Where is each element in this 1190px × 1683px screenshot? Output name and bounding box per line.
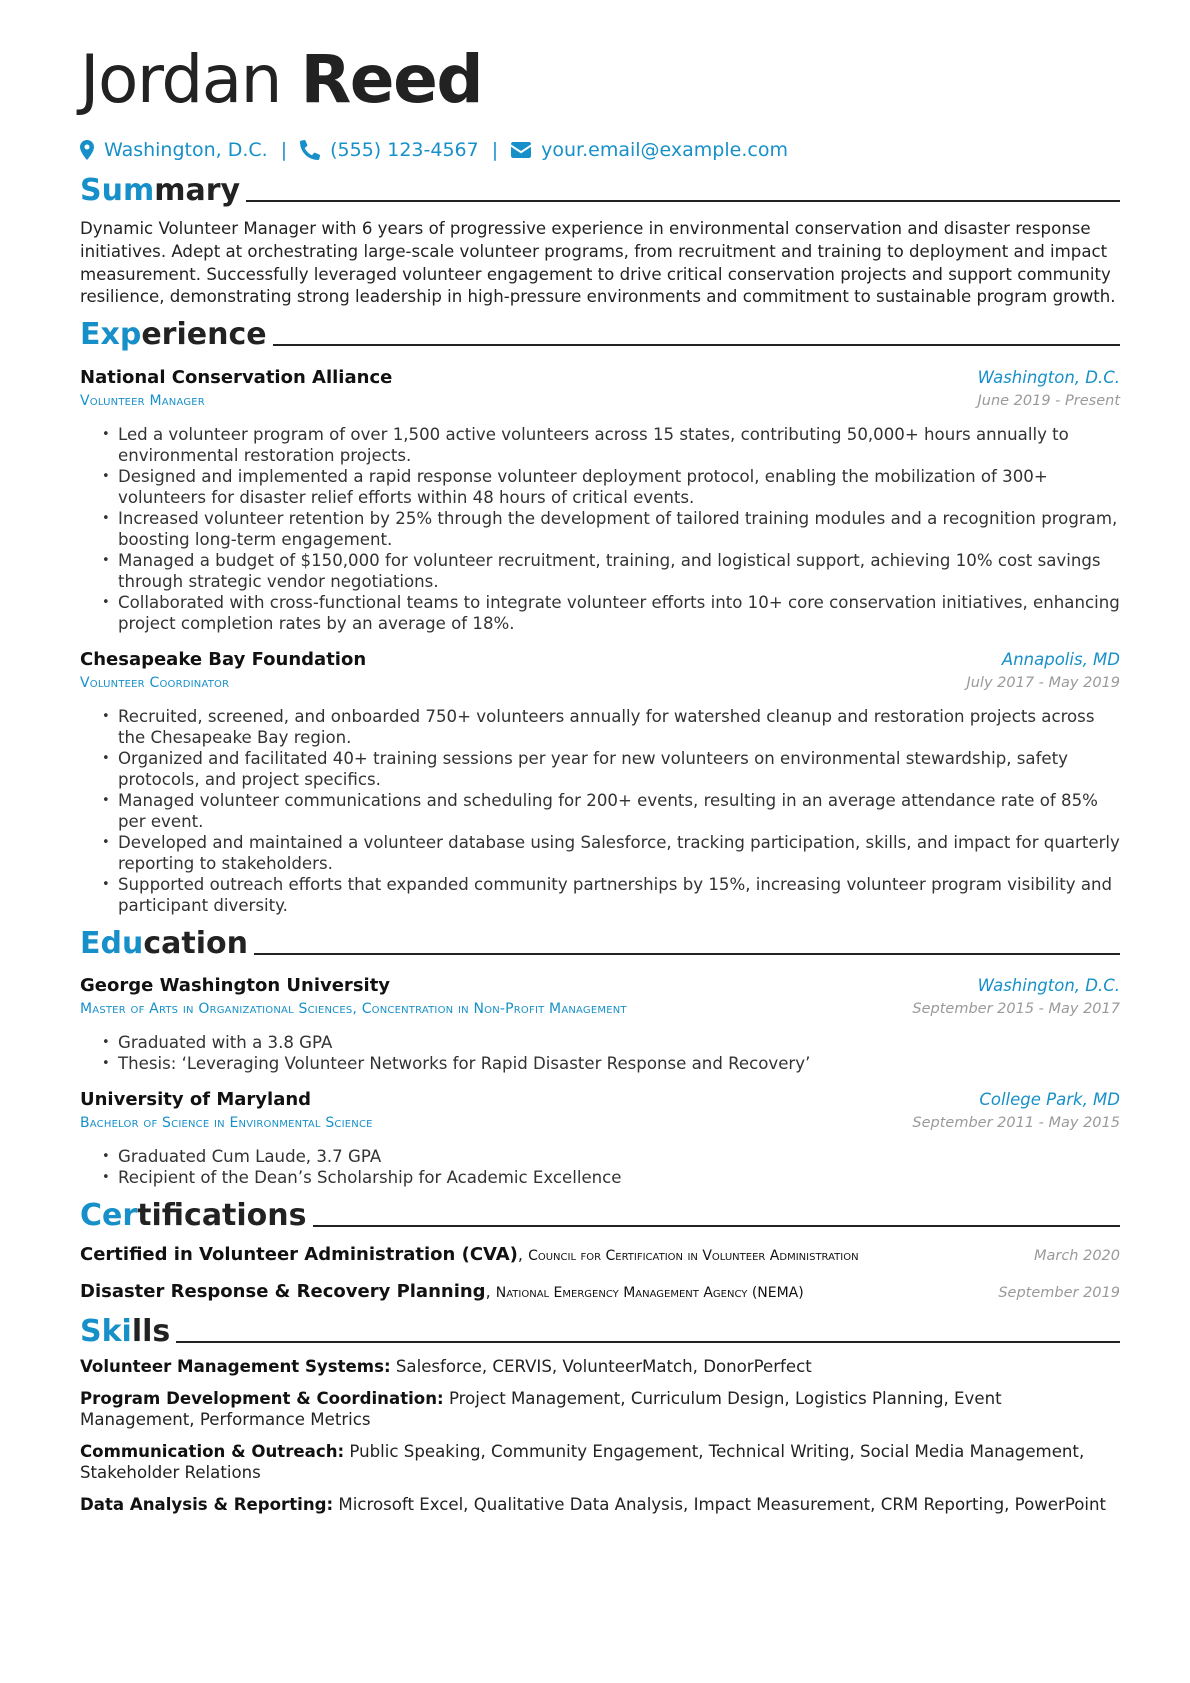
job-bullets: [80, 424, 1120, 634]
school-name: George Washington University: [80, 975, 391, 997]
certification-item: Disaster Response & Recovery Planning, National Emergency Management Agency (NEMA) September 2019: [80, 1281, 1120, 1303]
job-title: Volunteer Coordinator: [80, 675, 230, 692]
experience-heading: Experience: [80, 313, 1120, 353]
job-location: Washington, D.C.: [977, 368, 1120, 388]
list-item: • Recruited, screened, and onboarded 750+ volunteers annually for watershed cleanup and restoration projects across the Chesapeake Bay region.: [118, 706, 1120, 748]
list-item: • Organized and facilitated 40+ training sessions per year for new volunteers on environmental stewardship, safety protocols, and project specifics.: [118, 748, 1120, 790]
degree: Bachelor of Science in Environmental Science: [80, 1115, 373, 1132]
list-item: • Managed a budget of $150,000 for volunteer recruitment, training, and logistical support, achieving 10% cost savings through strategic vendor negotiations.: [118, 550, 1120, 592]
section-rule: [254, 953, 1120, 955]
school-location: Washington, D.C.: [977, 976, 1120, 996]
experience-entry: [80, 648, 1120, 916]
list-item: • Designed and implemented a rapid response volunteer deployment protocol, enabling the mobilization of 300+ volunteers for disaster relief efforts within 48 hours of critical events.: [118, 466, 1120, 508]
contact-email[interactable]: [511, 139, 788, 161]
degree: Master of Arts in Organizational Sciences, Concentration in Non-Profit Management: [80, 1001, 627, 1018]
school-dates: September 2015 - May 2017: [912, 1001, 1120, 1018]
certifications-heading: Certifications: [80, 1194, 1120, 1234]
section-rule: [246, 200, 1120, 202]
school-bullets: [80, 1032, 1120, 1074]
contact-location: [80, 139, 268, 161]
candidate-name: [80, 40, 1120, 120]
first-name: Jordan: [80, 41, 281, 118]
cert-name: Certified in Volunteer Administration (CVA): [80, 1244, 518, 1266]
contact-phone[interactable]: [300, 139, 479, 161]
list-item: • Supported outreach efforts that expanded community partnerships by 15%, increasing volunteer program visibility and participant diversity.: [118, 874, 1120, 916]
list-item: • Graduated Cum Laude, 3.7 GPA: [118, 1146, 1120, 1167]
school-bullets: [80, 1146, 1120, 1188]
job-bullets: [80, 706, 1120, 916]
list-item: • Collaborated with cross-functional teams to integrate volunteer efforts into 10+ core conservation initiatives, enhancing project completion rates by an average of 18%.: [118, 592, 1120, 634]
list-item: • Led a volunteer program of over 1,500 active volunteers across 15 states, contributing 50,000+ hours annually to environmental restoration projects.: [118, 424, 1120, 466]
skill-item: Volunteer Management Systems: Salesforce, CERVIS, VolunteerMatch, DonorPerfect: [80, 1357, 812, 1377]
summary-text: Dynamic Volunteer Manager with 6 years of progressive experience in environmental conservation and disaster response initiatives. Adept at orchestrating large-scale volunteer programs, from recruitment and training to deployment and impact measurement. Successfully leveraged volunteer engagement to drive critical conservation projects and support community resilience, demonstrating strong leadership in high-pressure environments and commitment to sustainable program growth.: [80, 219, 1116, 307]
education-entry: [80, 1088, 1120, 1188]
section-rule: [273, 344, 1120, 346]
contact-separator: |: [280, 139, 288, 161]
list-item: • Managed volunteer communications and scheduling for 200+ events, resulting in an average attendance rate of 85% per event.: [118, 790, 1120, 832]
phone-icon: [300, 140, 320, 160]
skills-heading: Skills: [80, 1310, 1120, 1350]
experience-entry: [80, 366, 1120, 634]
education-heading: Education: [80, 922, 1120, 962]
cert-date: September 2019: [998, 1285, 1120, 1302]
phone-text: (555) 123-4567: [330, 139, 479, 161]
education-entry: [80, 974, 1120, 1074]
cert-issuer: National Emergency Management Agency (NEMA): [495, 1285, 804, 1302]
resume-page: [80, 40, 1120, 1515]
list-item: • Graduated with a 3.8 GPA: [118, 1032, 1120, 1053]
school-location: College Park, MD: [979, 1090, 1120, 1110]
school-dates: September 2011 - May 2015: [912, 1115, 1120, 1132]
job-dates: June 2019 - Present: [977, 393, 1120, 410]
list-item: • Increased volunteer retention by 25% through the development of tailored training modules and a recognition program, boosting long-term engagement.: [118, 508, 1120, 550]
job-title: Volunteer Manager: [80, 393, 205, 410]
skill-item: Program Development & Coordination: Project Management, Curriculum Design, Logistics Planning, Event Management, Performance Metrics: [80, 1388, 1002, 1430]
contact-separator: |: [491, 139, 499, 161]
section-rule: [176, 1341, 1120, 1343]
employer-name: National Conservation Alliance: [80, 367, 393, 389]
skill-item: Data Analysis & Reporting: Microsoft Excel, Qualitative Data Analysis, Impact Measurement, CRM Reporting, PowerPoint: [80, 1494, 1107, 1514]
skill-item: Communication & Outreach: Public Speaking, Community Engagement, Technical Writing, Social Media Management, Stakeholder Relations: [80, 1441, 1085, 1483]
summary-heading: Summary: [80, 169, 1120, 209]
contact-bar: [80, 137, 1120, 163]
map-marker-icon: [80, 140, 94, 160]
cert-issuer: Council for Certification in Volunteer Administration: [528, 1248, 859, 1265]
list-item: • Developed and maintained a volunteer database using Salesforce, tracking participation, skills, and impact for quarterly reporting to stakeholders.: [118, 832, 1120, 874]
school-name: University of Maryland: [80, 1089, 312, 1111]
location-text: Washington, D.C.: [104, 139, 268, 161]
last-name: Reed: [300, 41, 483, 118]
employer-name: Chesapeake Bay Foundation: [80, 649, 367, 671]
job-location: Annapolis, MD: [1001, 650, 1120, 670]
section-rule: [313, 1225, 1120, 1227]
list-item: • Thesis: ‘Leveraging Volunteer Networks for Rapid Disaster Response and Recovery’: [118, 1053, 1120, 1074]
certification-item: Certified in Volunteer Administration (CVA), Council for Certification in Volunteer Administration March 2020: [80, 1244, 1120, 1266]
cert-date: March 2020: [1033, 1248, 1120, 1265]
job-dates: July 2017 - May 2019: [966, 675, 1120, 692]
cert-name: Disaster Response & Recovery Planning: [80, 1281, 486, 1303]
email-link: your.email@example.com: [541, 139, 788, 161]
envelope-icon: [511, 142, 531, 158]
list-item: • Recipient of the Dean’s Scholarship for Academic Excellence: [118, 1167, 1120, 1188]
